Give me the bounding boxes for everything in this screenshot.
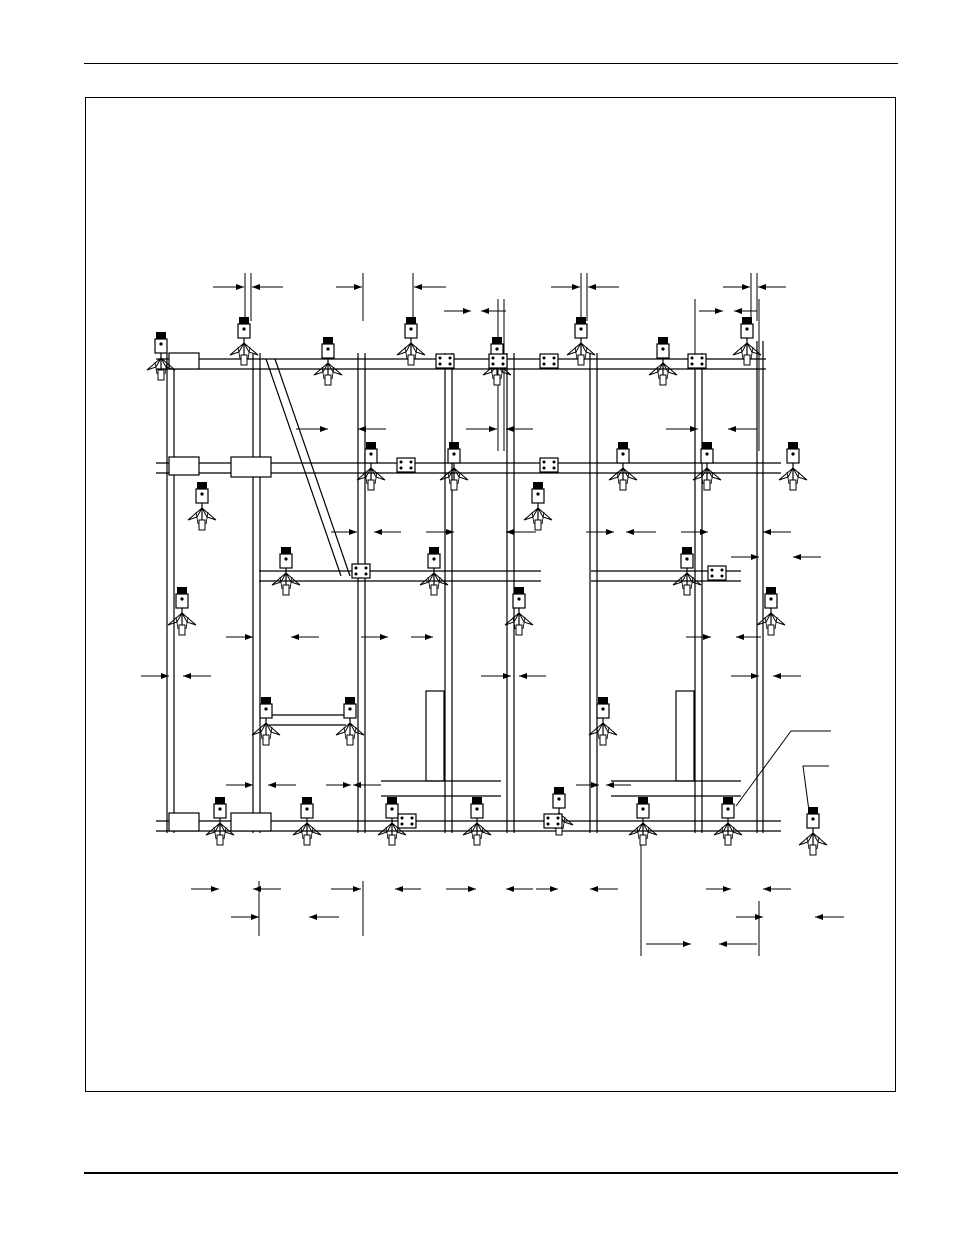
header-rule xyxy=(84,63,898,64)
hitch-box xyxy=(169,353,199,369)
frame-clamp xyxy=(540,458,558,472)
row-unit xyxy=(168,587,196,635)
row-unit xyxy=(609,442,637,490)
hitch-box xyxy=(169,457,199,475)
figure-frame xyxy=(85,97,896,1092)
row-unit xyxy=(799,807,827,855)
row-unit xyxy=(440,442,468,490)
frame-clamp xyxy=(489,354,507,368)
frame-drawing xyxy=(86,98,895,1091)
frame-clamp xyxy=(352,564,370,578)
frame-clamp xyxy=(397,458,415,472)
frame-clamp xyxy=(540,354,558,368)
row-unit xyxy=(357,442,385,490)
frame-clamp xyxy=(398,814,416,828)
frame-clamp xyxy=(708,566,726,580)
row-unit xyxy=(649,337,677,385)
row-unit xyxy=(524,482,552,530)
frame-clamp xyxy=(544,814,562,828)
row-units xyxy=(147,317,827,855)
mount-plate xyxy=(426,691,444,781)
row-unit xyxy=(252,697,280,745)
frame-clamps xyxy=(352,354,726,828)
footer-rule xyxy=(84,1172,898,1174)
row-unit xyxy=(779,442,807,490)
callout-leader xyxy=(736,731,831,806)
diagonal-brace xyxy=(266,359,341,576)
mount-plate xyxy=(676,691,694,781)
row-unit xyxy=(230,317,258,365)
row-unit xyxy=(336,697,364,745)
hitch-box xyxy=(231,813,271,831)
callout-leader xyxy=(803,766,829,811)
row-unit xyxy=(314,337,342,385)
frame-clamp xyxy=(688,354,706,368)
row-unit xyxy=(757,587,785,635)
row-unit xyxy=(505,587,533,635)
hitch-box xyxy=(169,813,199,831)
row-unit xyxy=(188,482,216,530)
frame-clamp xyxy=(436,354,454,368)
row-unit xyxy=(567,317,595,365)
diagonal-brace xyxy=(275,359,350,576)
row-unit xyxy=(693,442,721,490)
row-unit xyxy=(589,697,617,745)
hitch-box xyxy=(231,457,271,477)
row-unit xyxy=(397,317,425,365)
